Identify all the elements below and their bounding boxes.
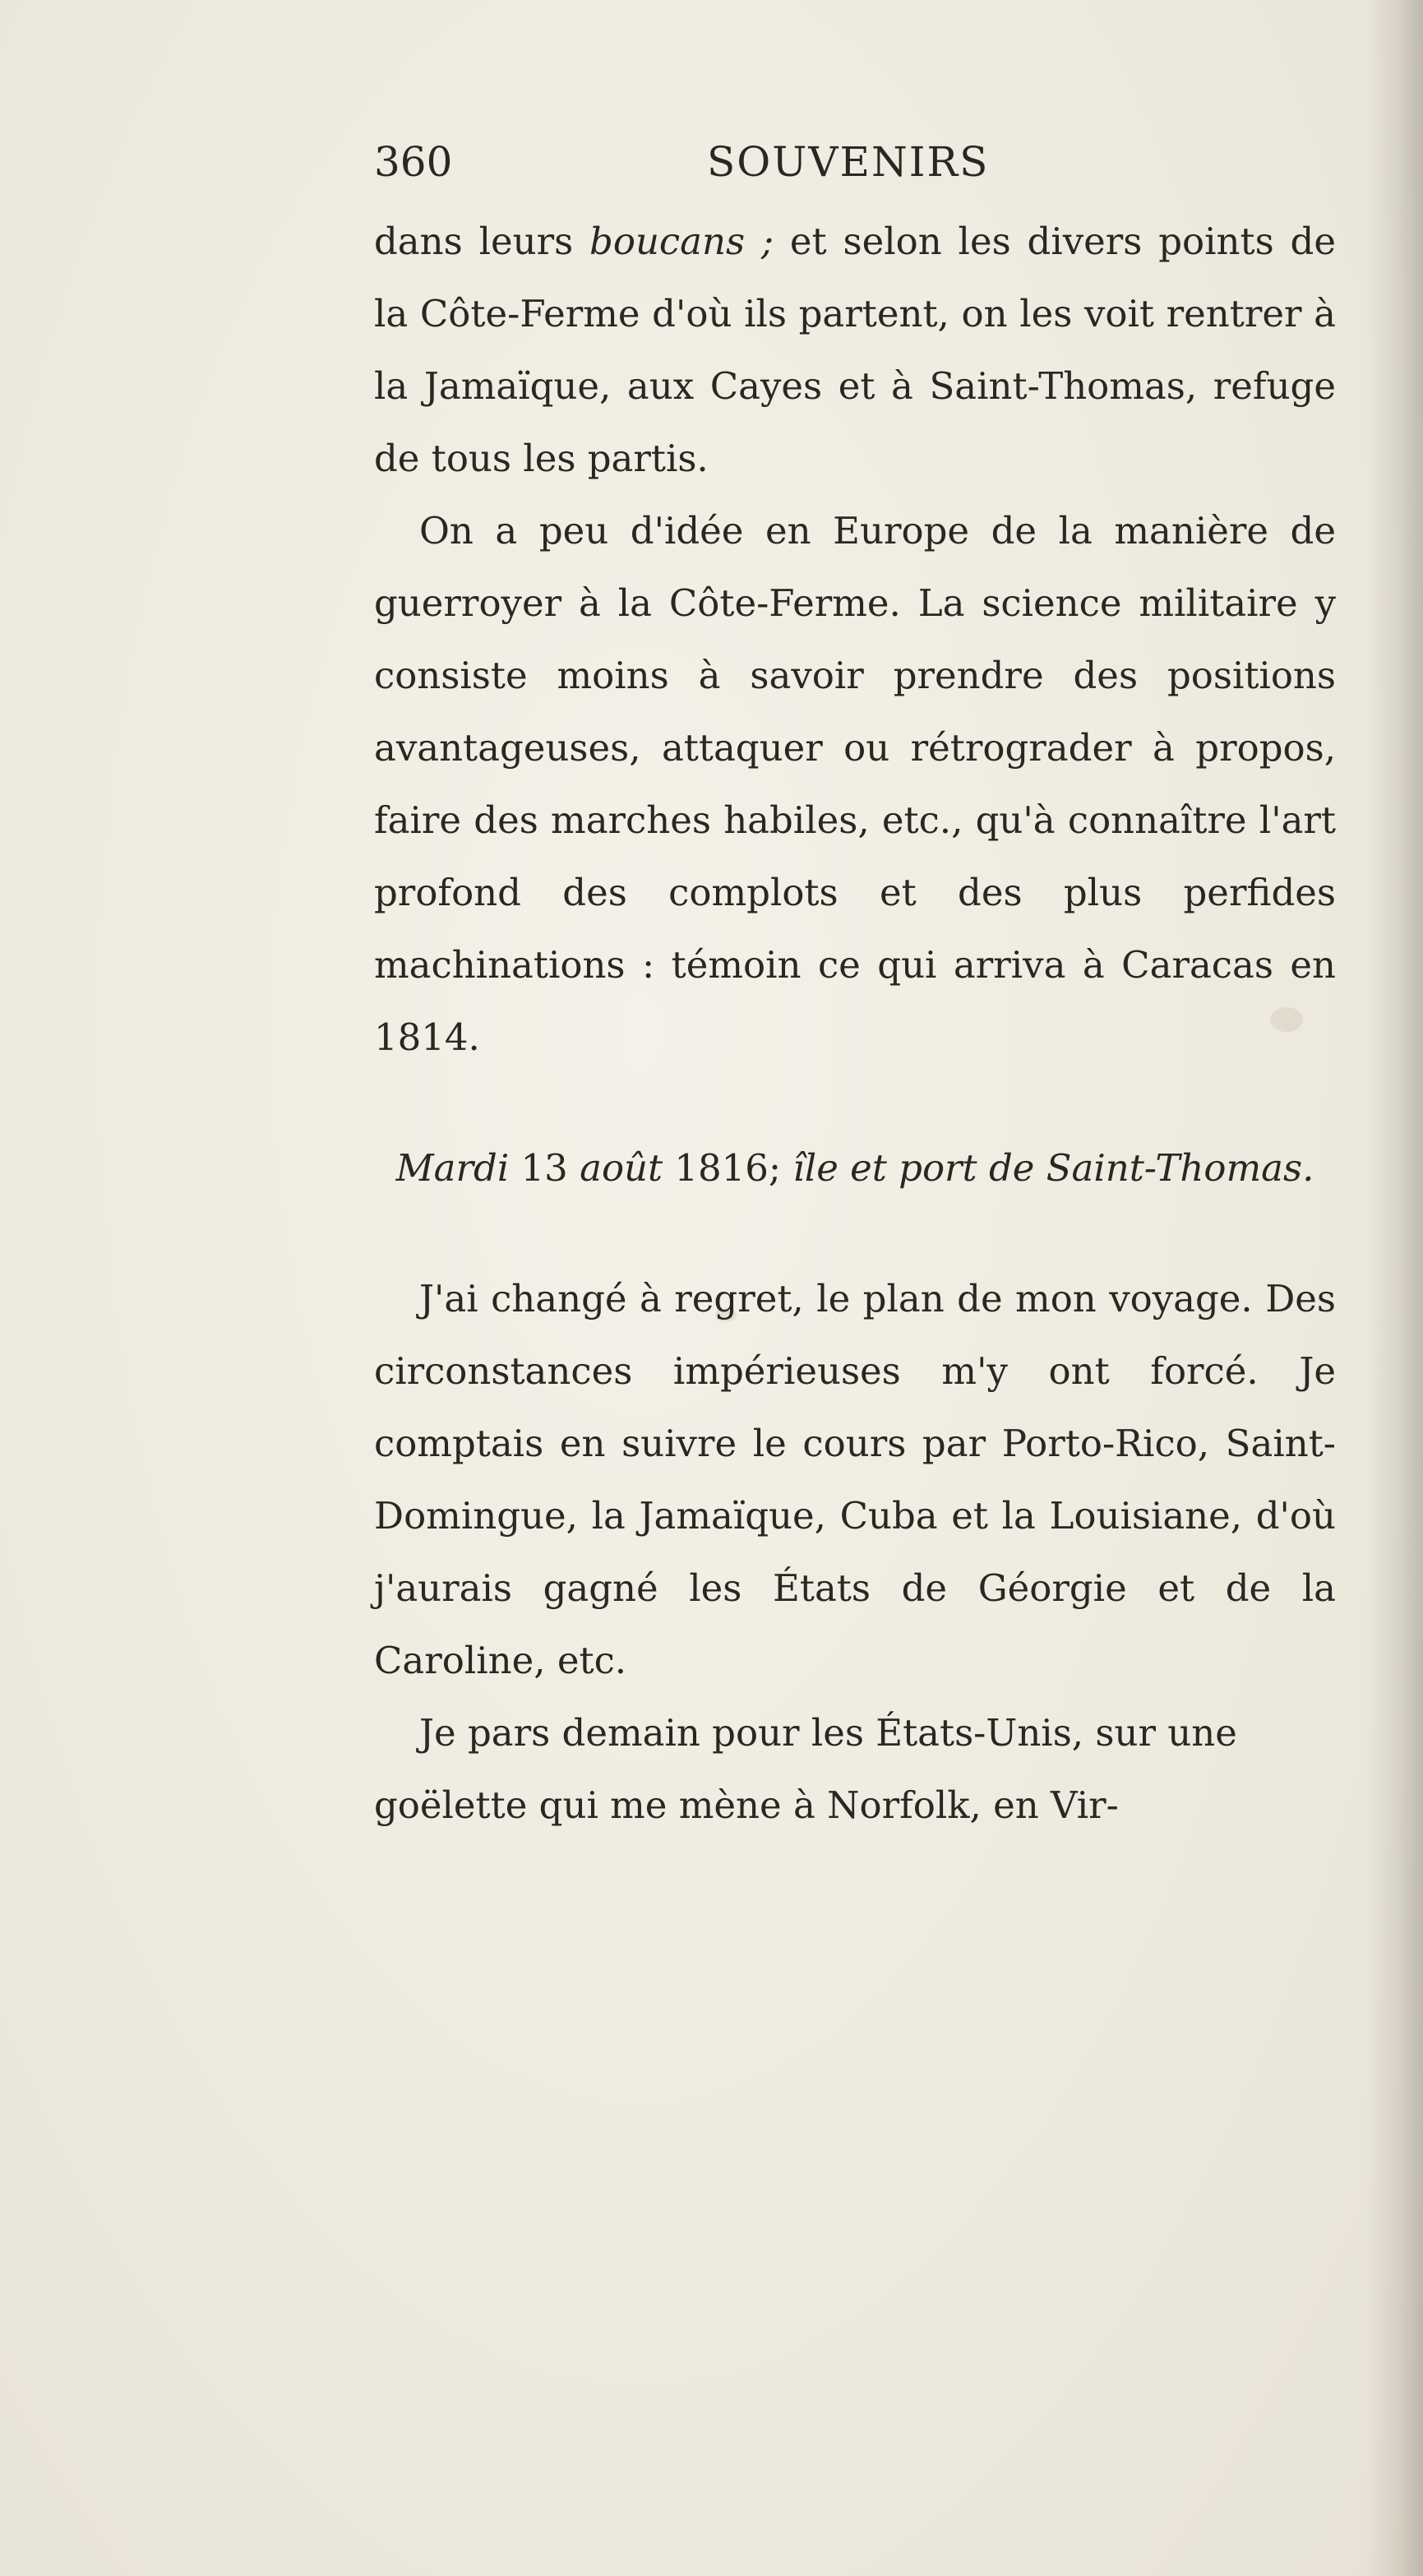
running-head: [374, 132, 1336, 206]
heading-place: île et port de Saint-Thomas.: [792, 1146, 1314, 1190]
page-number: 360: [374, 138, 453, 186]
heading-date-number: 13: [509, 1146, 580, 1190]
date-heading: [374, 1131, 1336, 1205]
running-title: SOUVENIRS: [707, 138, 990, 186]
heading-day: Mardi: [395, 1146, 510, 1190]
paragraph-1: [374, 206, 1336, 495]
paragraph-1-text-b: et selon les divers points de la Côte-Ferme d'où ils partent, on les voit rentrer à la Jamaïque, aux Cayes et à Saint-Thomas, refuge de tous les partis.: [374, 220, 1336, 480]
paragraph-3: J'ai changé à regret, le plan de mon voyage. Des circonstances impérieuses m'y ont forcé. Je comptais en suivre le cours par Porto-Rico, Saint-Domingue, la Jamaïque, Cuba et la Louisiane, d'où j'aurais gagné les États de Géorgie et de la Caroline, etc.: [374, 1277, 1336, 1682]
text-block: [374, 132, 1336, 1842]
paragraph-4: Je pars demain pour les États-Unis, sur une goëlette qui me mène à Norfolk, en Vir-: [374, 1711, 1237, 1827]
heading-year: 1816;: [663, 1146, 793, 1190]
heading-month: août: [580, 1146, 663, 1190]
paragraph-2: On a peu d'idée en Europe de la manière de guerroyer à la Côte-Ferme. La science militaire y consiste moins à savoir prendre des positions avantageuses, attaquer ou rétrograder à propos, faire des marches habiles, etc., qu'à connaître l'art profond des complots et des plus perfides machinations : témoin ce qui arriva à Caracas en 1814.: [374, 509, 1336, 1059]
binding-shadow: [1365, 0, 1423, 2576]
paragraph-1-text-a: dans leurs: [374, 220, 590, 263]
italic-term: boucans ;: [589, 220, 774, 263]
